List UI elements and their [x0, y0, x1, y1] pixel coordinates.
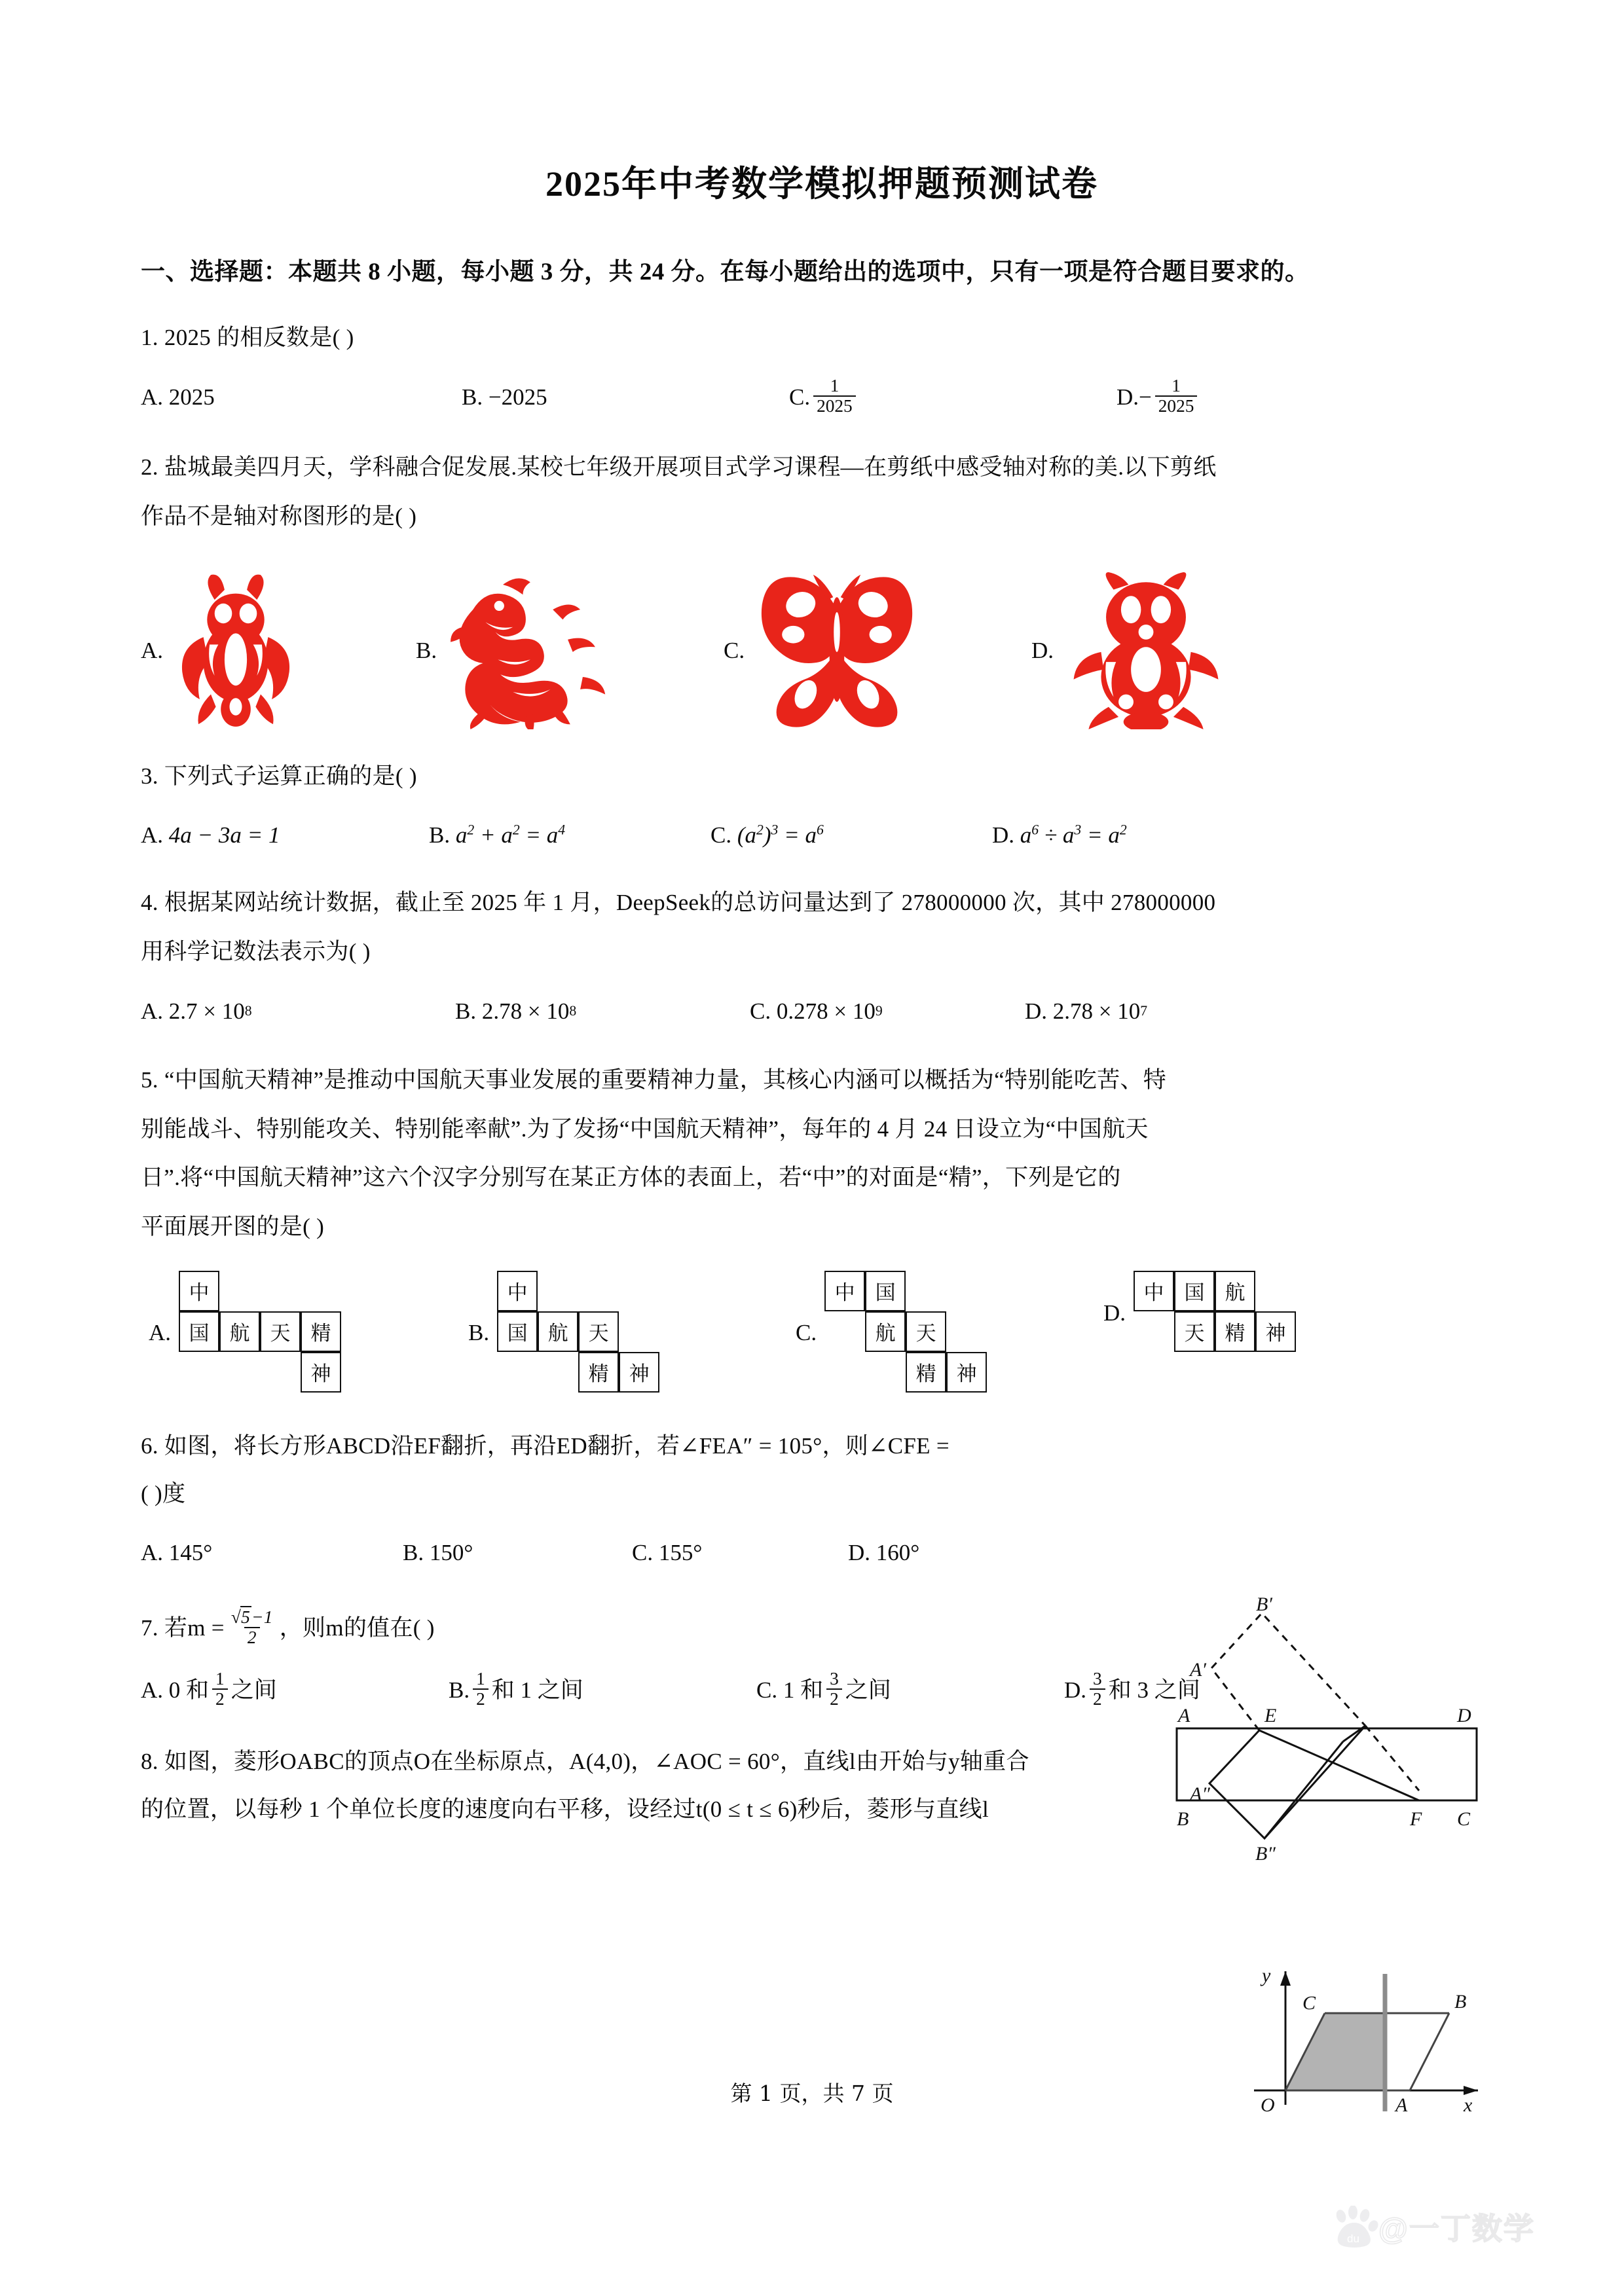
question-5-options	[141, 1271, 1503, 1395]
option-b[interactable]	[416, 572, 724, 729]
option-d-mantissa: 2.78 × 10	[1052, 998, 1141, 1024]
option-b[interactable]	[403, 1532, 632, 1573]
option-b-label: B.	[449, 1677, 470, 1704]
net-cell: 国	[865, 1271, 906, 1311]
option-d[interactable]	[848, 1532, 919, 1573]
net-cell: 精	[301, 1311, 341, 1352]
option-c-fraction	[813, 376, 856, 415]
fraction-denominator: 2025	[813, 395, 856, 416]
net-cell: 天	[260, 1311, 301, 1352]
option-a-pre: 0 和	[168, 1677, 210, 1704]
option-b-label: B.	[462, 384, 483, 410]
option-d-label-text: D.	[1103, 1300, 1126, 1326]
figure-label-b-double-prime: B″	[1255, 1843, 1276, 1865]
question-6-figure	[1149, 1570, 1516, 1865]
option-a-expr: 4a − 3a = 1	[168, 822, 280, 848]
option-a-fraction	[212, 1669, 228, 1708]
option-a-label: A.	[141, 384, 164, 410]
option-a-label: A.	[141, 637, 164, 663]
option-b-label: B.	[455, 998, 477, 1024]
net-cell: 航	[1215, 1271, 1255, 1311]
figure-label-e: E	[1264, 1705, 1277, 1726]
option-d-label: D.	[1116, 384, 1139, 410]
fraction-denominator: 2025	[1155, 395, 1198, 416]
option-d-post: 和 3 之间	[1108, 1677, 1200, 1704]
net-cell: 航	[865, 1311, 906, 1352]
question-6-options	[141, 1532, 1143, 1573]
fraction-numerator: 1	[830, 375, 840, 395]
option-b-expr: $a^2 + a^2 = a^4$	[455, 822, 566, 848]
option-d[interactable]	[1031, 572, 1228, 729]
option-d[interactable]: D. 2.78 × 10 7	[1025, 991, 1147, 1032]
question-4-stem-line1: 4. 根据某网站统计数据，截止至 2025 年 1 月，DeepSeek的总访问量达到了 278000000 次，其中 278000000	[141, 890, 1216, 916]
papercut-tiger-icon	[1064, 572, 1228, 729]
question-5-stem-line3: 日”.将“中国航天精神”这六个汉字分别写在某正方体的表面上，若“中”的对面是“精”，下列是它的	[141, 1165, 1121, 1191]
option-b-label: B.	[416, 637, 437, 663]
option-a-text: 2025	[168, 384, 215, 410]
figure-label-o: O	[1261, 2094, 1275, 2115]
option-d-fraction	[1155, 376, 1198, 415]
net-cell: 神	[619, 1352, 659, 1393]
cube-net-b	[497, 1271, 667, 1395]
question-5-stem-line2: 别能战斗、特别能攻关、特别能率献”.为了发扬“中国航天精神”，每年的 4 月 24 日设立为“中国航天	[141, 1116, 1149, 1142]
option-d-expr: $a^6 \div a^3 = a^2$	[1020, 822, 1127, 848]
figure-label-b: B	[1177, 1808, 1189, 1830]
figure-label-a: A	[1395, 2094, 1408, 2115]
net-cell: 中	[824, 1271, 865, 1311]
option-d-label: D.	[848, 1540, 871, 1566]
fraction-denominator: 2	[473, 1688, 489, 1709]
figure-label-b-prime: B′	[1256, 1594, 1272, 1615]
option-a[interactable]	[141, 1271, 468, 1395]
question-5-stem-line1: 5. “中国航天精神”是推动中国航天事业发展的重要精神力量，其核心内涵可以概括为“特别能吃苦、特	[141, 1066, 1167, 1093]
cube-net-c	[824, 1271, 995, 1395]
figure-label-a-prime: A′	[1190, 1659, 1206, 1681]
watermark	[1333, 2205, 1535, 2248]
option-b-fraction	[473, 1669, 489, 1708]
papercut-frog-icon	[174, 572, 298, 729]
net-cell: 中	[1134, 1271, 1174, 1311]
watermark-text: @一丁数学	[1378, 2212, 1535, 2246]
net-cell: 国	[497, 1311, 538, 1352]
net-cell: 中	[179, 1271, 219, 1311]
net-cell: 天	[578, 1311, 619, 1352]
document-body	[141, 72, 1503, 1831]
option-d-fraction	[1090, 1669, 1105, 1708]
option-d-label: D.	[1025, 998, 1048, 1024]
net-cell: 航	[538, 1311, 578, 1352]
option-c-fraction	[826, 1669, 842, 1708]
net-cell: 精	[906, 1352, 946, 1393]
option-d-sign: −	[1139, 384, 1152, 410]
question-3-options	[141, 814, 1503, 856]
option-c[interactable]	[632, 1532, 848, 1573]
figure-label-f: F	[1410, 1808, 1422, 1830]
net-cell: 精	[1215, 1311, 1255, 1352]
option-a-label: A.	[141, 1540, 164, 1566]
option-c-label: C.	[756, 1677, 778, 1704]
option-c-text: 155°	[658, 1540, 703, 1566]
option-b[interactable]	[468, 1271, 796, 1395]
option-c[interactable]	[710, 814, 992, 856]
page-footer: 第 1 页，共 7 页	[730, 2081, 894, 2106]
option-b-text: −2025	[488, 384, 547, 410]
question-8-stem-line1: 8. 如图，菱形OABC的顶点O在坐标原点，A(4,0)，∠AOC = 60°，直线l由开始与y轴重合	[141, 1749, 1029, 1775]
option-c-label: C.	[724, 637, 745, 663]
fraction-denominator: 2	[826, 1688, 842, 1709]
net-cell: 神	[1255, 1311, 1296, 1352]
question-7-fraction	[228, 1608, 276, 1647]
option-c-pre: 1 和	[783, 1677, 824, 1704]
net-cell: 天	[906, 1311, 946, 1352]
page-title: 2025年中考数学模拟押题预测试卷	[545, 164, 1098, 204]
question-7-stem	[141, 1607, 1143, 1650]
question-2-options	[141, 566, 1503, 729]
cube-net-a	[179, 1271, 349, 1395]
figure-axis-label-x: x	[1464, 2094, 1473, 2115]
option-d-text: 160°	[876, 1540, 920, 1566]
option-c-label: C.	[710, 822, 732, 848]
option-a-text: 145°	[168, 1540, 213, 1566]
option-c-mantissa: 0.278 × 10	[776, 998, 876, 1024]
fraction-numerator: √5−1	[231, 1607, 273, 1628]
option-c[interactable]	[789, 376, 1116, 418]
net-cell: 航	[219, 1311, 260, 1352]
question-4-options	[141, 991, 1503, 1032]
question-1-options	[141, 376, 1503, 418]
figure-label-c: C	[1457, 1808, 1471, 1830]
question-4-stem-line2: 用科学记数法表示为( )	[141, 939, 371, 965]
option-a-post: 之间	[231, 1677, 277, 1704]
option-d[interactable]	[1103, 1271, 1304, 1356]
fraction-numerator: 3	[1093, 1668, 1102, 1688]
figure-label-b: B	[1454, 1991, 1467, 2013]
net-cell: 精	[578, 1352, 619, 1393]
option-c-label: C.	[750, 998, 771, 1024]
net-cell: 神	[301, 1352, 341, 1393]
option-b[interactable]	[429, 814, 710, 856]
option-d-label: D.	[992, 822, 1015, 848]
fraction-denominator: 2	[212, 1688, 228, 1709]
option-a[interactable]	[141, 1669, 449, 1711]
option-b-post: 和 1 之间	[491, 1677, 583, 1704]
question-2-stem-line1: 2. 盐城最美四月天，学科融合促发展.某校七年级开展项目式学习课程—在剪纸中感受轴对称的美.以下剪纸	[141, 454, 1217, 481]
net-cell: 天	[1174, 1311, 1215, 1352]
baidu-du-text: du	[1347, 2232, 1359, 2245]
option-a[interactable]	[141, 376, 462, 418]
papercut-dragon-icon	[447, 572, 611, 729]
option-a-label: A.	[141, 822, 164, 848]
fraction-numerator: 1	[215, 1668, 225, 1688]
option-b[interactable]	[449, 1669, 756, 1711]
option-c[interactable]	[796, 1271, 1103, 1395]
option-b-label: B.	[429, 822, 451, 848]
option-c-label-text: C.	[796, 1319, 817, 1345]
question-6-stem-line1: 6. 如图，将长方形ABCD沿EF翻折，再沿ED翻折，若∠FEA″ = 105°，则∠CFE =	[141, 1432, 950, 1459]
option-c[interactable]	[756, 1669, 1064, 1711]
option-b[interactable]: B. 2.78 × 10 8	[455, 991, 750, 1032]
figure-label-a-double-prime: A″	[1190, 1783, 1210, 1805]
option-a[interactable]	[141, 572, 416, 729]
option-a-label: A.	[141, 998, 164, 1024]
figure-label-c: C	[1302, 1992, 1316, 2014]
option-c-label: C.	[632, 1540, 654, 1566]
option-b-label-text: B.	[468, 1319, 490, 1345]
option-c[interactable]: C. 0.278 × 10 9	[750, 991, 1025, 1032]
question-8-stem-line2: 的位置，以每秒 1 个单位长度的速度向右平移，设经过t(0 ≤ t ≤ 6)秒后，菱形与直线l	[141, 1796, 989, 1822]
baidu-paw-icon	[1333, 2206, 1378, 2248]
option-d[interactable]	[1116, 376, 1200, 418]
option-a[interactable]	[141, 1532, 403, 1573]
option-b[interactable]	[462, 376, 789, 418]
question-7-suffix: ，则m的值在( )	[279, 1615, 435, 1641]
question-5-stem-line4: 平面展开图的是( )	[141, 1214, 325, 1240]
question-3-stem: 3. 下列式子运算正确的是( )	[141, 763, 417, 789]
option-d-label: D.	[1064, 1677, 1087, 1704]
fraction-denominator: 2	[244, 1627, 260, 1647]
option-b-label: B.	[403, 1540, 424, 1566]
fraction-numerator: 1	[476, 1668, 485, 1688]
net-cell: 中	[497, 1271, 538, 1311]
option-c[interactable]	[724, 572, 1031, 729]
question-6-stem-line2: ( )度	[141, 1480, 186, 1506]
option-c-label: C.	[789, 384, 811, 410]
net-cell: 国	[1174, 1271, 1215, 1311]
cube-net-d	[1134, 1271, 1304, 1356]
fraction-numerator: 3	[830, 1668, 839, 1688]
question-1-stem: 1. 2025 的相反数是( )	[141, 325, 354, 351]
question-7-prefix: 7. 若m =	[141, 1615, 225, 1641]
net-cell: 国	[179, 1311, 219, 1352]
option-d[interactable]	[992, 814, 1127, 856]
figure-axis-label-y: y	[1262, 1965, 1271, 1986]
figure-label-d: D	[1457, 1705, 1471, 1726]
option-a-mantissa: 2.7 × 10	[168, 998, 245, 1024]
papercut-butterfly-icon	[755, 572, 919, 729]
question-2-stem-line2: 作品不是轴对称图形的是( )	[141, 503, 417, 529]
option-b-mantissa: 2.78 × 10	[481, 998, 570, 1024]
option-c-expr: $(a^2)^3 = a^6$	[737, 822, 824, 848]
net-cell: 神	[946, 1352, 987, 1393]
fraction-numerator: 1	[1172, 375, 1181, 395]
option-a[interactable]	[141, 814, 429, 856]
option-a-label-text: A.	[149, 1319, 172, 1345]
option-a-label: A.	[141, 1677, 164, 1704]
option-c-post: 之间	[845, 1677, 891, 1704]
fraction-denominator: 2	[1090, 1688, 1105, 1709]
option-d-label: D.	[1031, 637, 1054, 663]
section-heading: 一、选择题：本题共 8 小题，每小题 3 分，共 24 分。在每小题给出的选项中，只有一项是符合题目要求的。	[141, 259, 1310, 285]
option-b-text: 150°	[429, 1540, 473, 1566]
option-a[interactable]: A. 2.7 × 10 8	[141, 991, 455, 1032]
figure-label-a: A	[1178, 1705, 1190, 1726]
